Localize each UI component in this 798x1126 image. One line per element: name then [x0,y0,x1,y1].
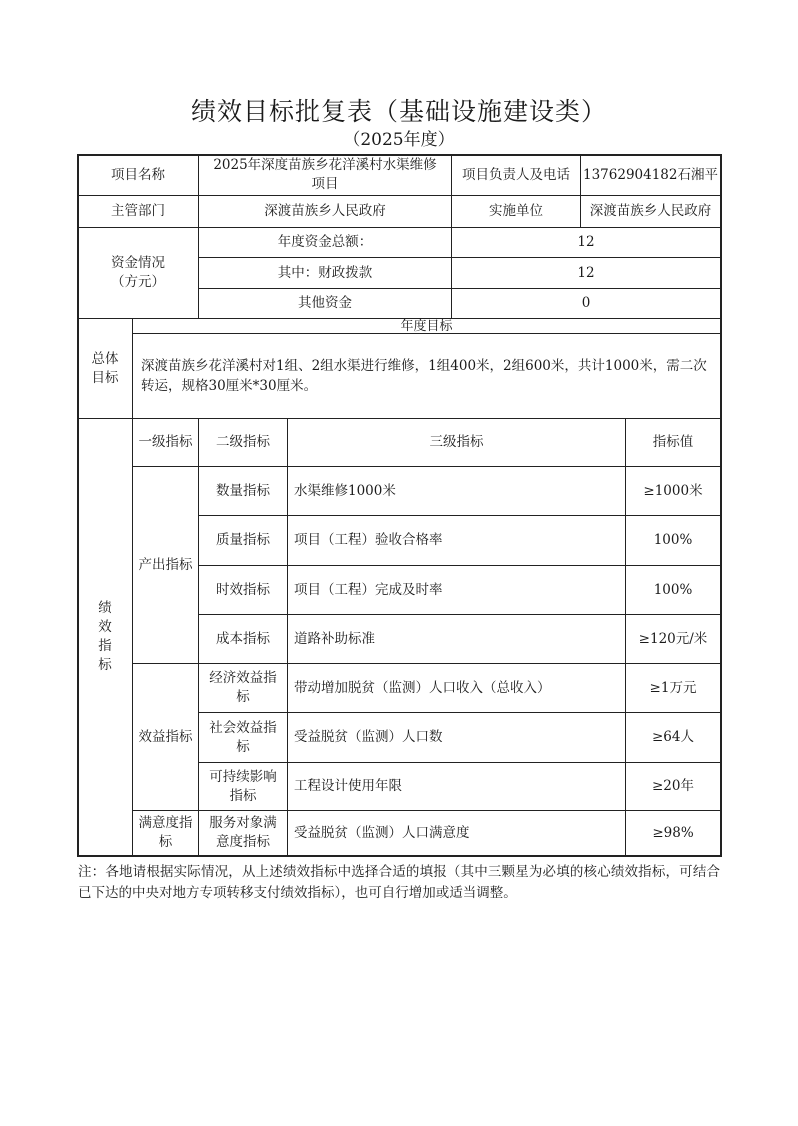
goal-label-line2: 目标 [91,369,119,386]
project-name-value: 2025年深度苗族乡花洋溪村水渠维修项目 [213,157,437,192]
group-benefit-level1: 效益指标 [138,728,193,745]
impl-value: 深渡苗族乡人民政府 [589,203,712,219]
table-row-value: ≥1万元 [649,679,697,696]
table-row-value: ≥1000米 [643,482,703,499]
table-row-level3: 受益脱贫（监测）人口数 [294,729,443,745]
table-row-level3: 项目（工程）验收合格率 [294,532,443,548]
indicators-label-char-2: 效 [98,619,112,635]
table-row-level3: 受益脱贫（监测）人口满意度 [294,824,470,841]
table-row-value: 100% [653,532,693,548]
table-row-level3: 工程设计使用年限 [294,778,402,794]
project-owner-value: 13762904182石湘平 [583,166,718,183]
funds-fiscal-label: 其中：财政拨款 [277,264,373,281]
group-output-level1: 产出指标 [138,556,193,573]
dept-label: 主管部门 [111,203,165,219]
table-row-level2: 经济效益指标 [209,670,277,705]
goal-label [78,319,132,418]
table-row-level3: 道路补助标准 [294,630,375,647]
indicators-label-char-1: 绩 [98,600,112,616]
funds-other-label: 其他资金 [298,295,352,311]
project-owner-label: 项目负责人及电话 [462,166,570,183]
table-row-level2: 时效指标 [216,581,270,598]
impl-label: 实施单位 [489,203,543,219]
table-row-value: ≥64人 [652,729,694,745]
footnote: 注：各地请根据实际情况，从上述绩效指标中选择合适的填报（其中三颗星为必填的核心绩效指标，可结合已下达的中央对地方专项转移支付绩效指标），也可自行增加或适当调整。 [78,864,720,901]
header-level2: 二级指标 [216,434,270,450]
table-row-level2: 成本指标 [216,630,270,647]
goal-label-line1: 总体 [91,350,119,367]
group-satisfaction-level1: 满意度指标 [138,815,193,850]
document-year: （2025年度） [343,130,455,150]
indicators-label-char-3: 指 [98,638,112,654]
funds-label [78,228,198,318]
funds-fiscal-value: 12 [577,264,595,281]
table-row-level3: 项目（工程）完成及时率 [294,581,443,598]
project-name-label: 项目名称 [111,166,165,183]
table-row-level3: 带动增加脱贫（监测）人口收入（总收入） [294,679,551,696]
table-row-level2: 社会效益指标 [209,719,277,755]
dept-value: 深渡苗族乡人民政府 [264,203,386,219]
funds-total-value: 12 [577,234,595,250]
table-row-value: ≥20年 [652,778,694,794]
funds-label-line2: （方元） [111,274,165,290]
header-level3: 三级指标 [429,434,484,450]
funds-label-line1: 资金情况 [111,255,165,271]
header-value: 指标值 [652,434,694,450]
header-level1: 一级指标 [138,434,193,450]
document-title: 绩效目标批复表（基础设施建设类） [190,97,607,126]
table-row-value: ≥98% [652,824,694,841]
table-row-level2: 数量指标 [216,482,270,499]
funds-other-value: 0 [581,295,591,311]
table-row-level2: 质量指标 [216,532,270,548]
table-row-level2: 服务对象满意度指标 [209,815,277,850]
table-row-level3: 水渠维修1000米 [294,482,396,499]
funds-total-label: 年度资金总额： [277,234,373,250]
table-row-value: ≥120元/米 [638,630,708,647]
table-row-level2: 可持续影响指标 [209,768,277,804]
goal-header: 年度目标 [400,318,453,334]
indicators-label-char-4: 标 [98,657,112,673]
goal-text: 深渡苗族乡花洋溪村对1组、2组水渠进行维修，1组400米，2组600米，共计1000米，需二次转运，规格30厘米*30厘米。 [141,358,707,394]
indicators-label [78,419,132,855]
table-row-value: 100% [653,581,693,598]
